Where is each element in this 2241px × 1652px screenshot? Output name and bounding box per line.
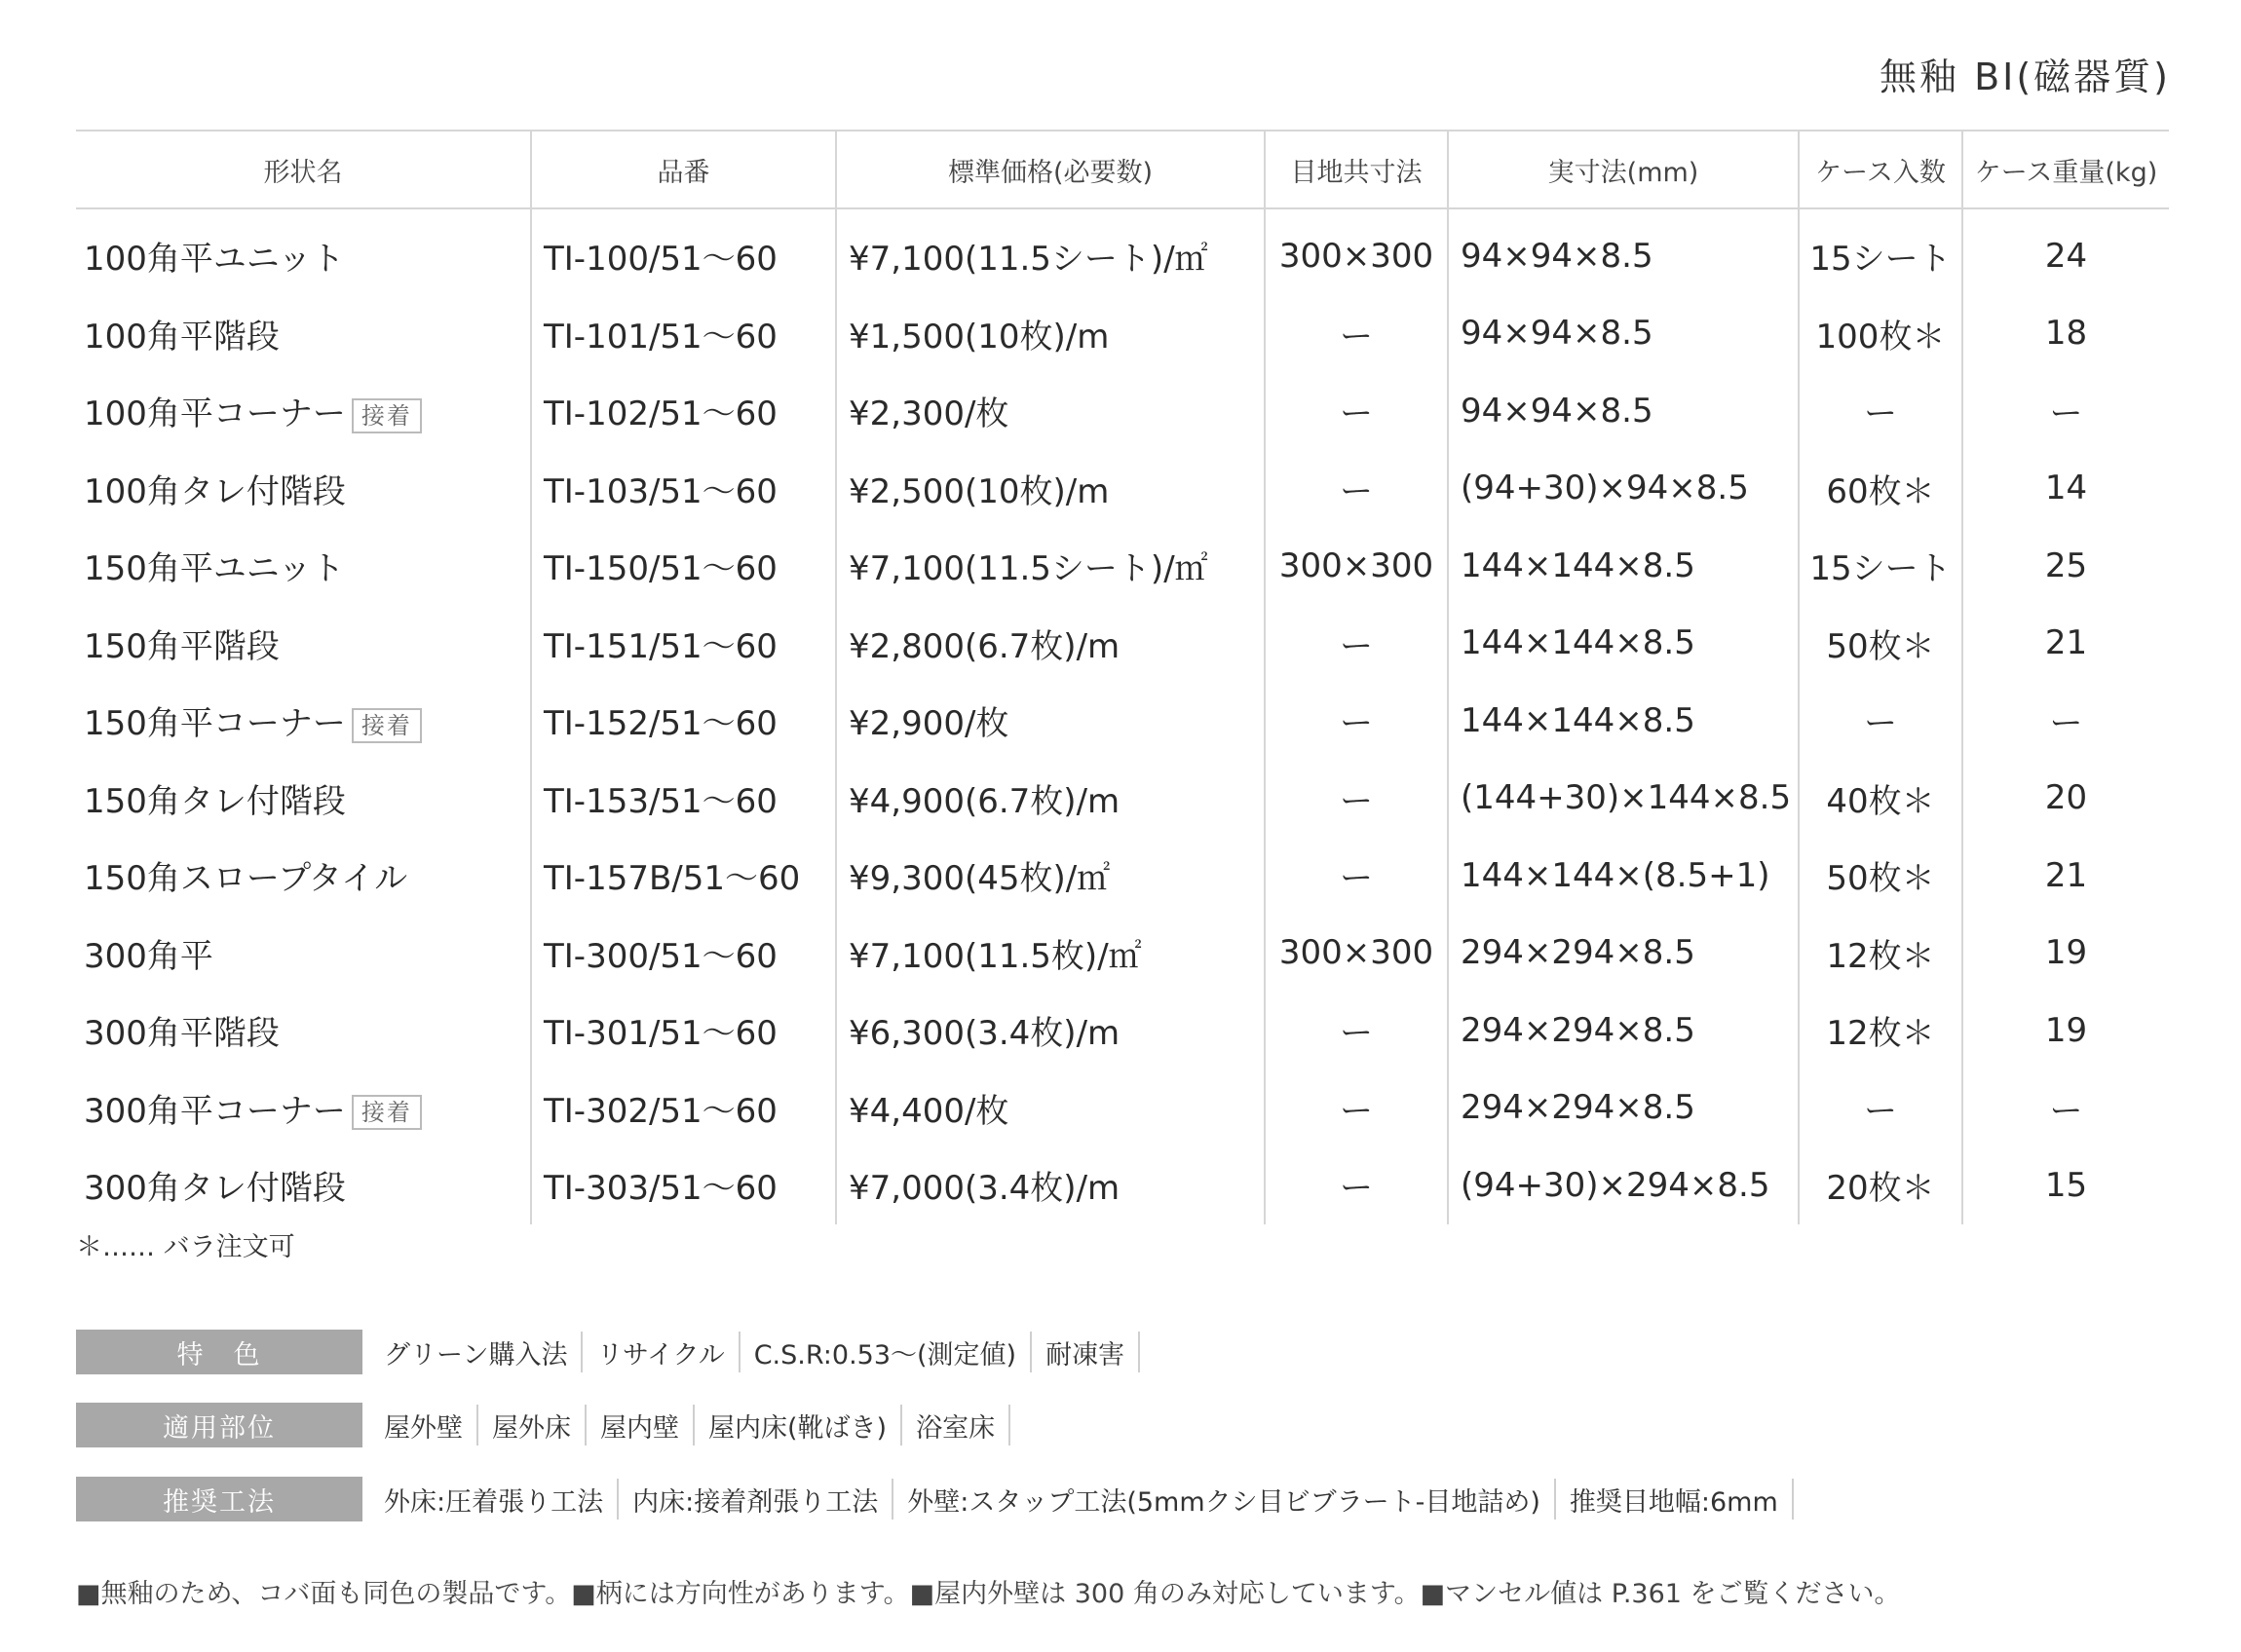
cell-case-quantity: [1799, 605, 1962, 683]
cell-joint-size-text: ー: [1340, 1014, 1373, 1054]
cell-case-weight: [1962, 527, 2169, 605]
cell-joint-size-text: 300×300: [1278, 933, 1434, 973]
cell-product-code: [531, 450, 836, 528]
cell-case-weight-text: 14: [2044, 469, 2088, 508]
cell-product-code-text: TI-101/51〜60: [544, 317, 778, 357]
cell-product-code: [531, 682, 836, 760]
cell-case-weight-text: ー: [2049, 394, 2083, 434]
cell-joint-size: [1265, 837, 1448, 915]
cell-case-quantity: [1799, 450, 1962, 528]
footnote: ■無釉のため、コバ面も同色の製品です。■柄には方向性があります。■屋内外壁は 300 角のみ対応しています。■マンセル値は P.361 をご覧ください。: [76, 1579, 1901, 1609]
cell-case-weight: [1962, 372, 2169, 450]
cell-actual-size-text: 294×294×8.5: [1461, 1010, 1695, 1050]
application-item: 浴室床: [902, 1405, 1010, 1446]
features-label: 特 色: [76, 1330, 362, 1374]
cell-actual-size-text: 144×144×8.5: [1461, 700, 1695, 740]
cell-case-weight: [1962, 1146, 2169, 1224]
cell-product-code: [531, 1146, 836, 1224]
cell-case-quantity: [1799, 760, 1962, 838]
cell-case-quantity-text: 50枚＊: [1826, 859, 1935, 899]
cell-standard-price-text: ¥1,500(10枚)/m: [849, 317, 1110, 357]
table-row: [76, 992, 2169, 1070]
method-item: 外床:圧着張り工法: [362, 1479, 619, 1520]
cell-case-quantity: [1799, 295, 1962, 373]
header-product-code: 品番: [531, 131, 836, 208]
feature-item: C.S.R:0.53〜(測定値): [741, 1332, 1032, 1372]
cell-shape-name: [76, 208, 531, 295]
cell-product-code-text: TI-301/51〜60: [544, 1014, 778, 1054]
table-row: [76, 837, 2169, 915]
cell-product-code: [531, 208, 836, 295]
cell-case-quantity-text: 60枚＊: [1826, 471, 1935, 511]
cell-shape-name: [76, 682, 531, 760]
cell-product-code-text: TI-302/51〜60: [544, 1091, 778, 1131]
table-row: [76, 1070, 2169, 1147]
cell-case-quantity: [1799, 1146, 1962, 1224]
cell-standard-price-text: ¥4,900(6.7枚)/m: [849, 781, 1120, 821]
cell-actual-size: [1448, 915, 1799, 993]
cell-actual-size-text: (94+30)×94×8.5: [1461, 469, 1749, 508]
cell-shape-name: [76, 992, 531, 1070]
table-row: [76, 372, 2169, 450]
cell-case-weight-text: 21: [2044, 623, 2088, 663]
cell-actual-size: [1448, 372, 1799, 450]
cell-product-code: [531, 527, 836, 605]
cell-shape-name: [76, 605, 531, 683]
cell-case-quantity-text: ー: [1864, 704, 1897, 744]
cell-joint-size: [1265, 295, 1448, 373]
cell-joint-size-text: ー: [1340, 859, 1373, 899]
cell-case-quantity: [1799, 527, 1962, 605]
cell-standard-price: [836, 1146, 1265, 1224]
table-row: [76, 527, 2169, 605]
cell-standard-price-text: ¥2,900/枚: [849, 704, 1009, 744]
cell-joint-size-text: ー: [1340, 781, 1373, 821]
cell-actual-size: [1448, 760, 1799, 838]
cell-case-weight-text: 20: [2044, 778, 2088, 818]
cell-standard-price-text: ¥7,100(11.5枚)/㎡: [849, 936, 1142, 976]
cell-joint-size: [1265, 208, 1448, 295]
cell-product-code-text: TI-152/51〜60: [544, 704, 778, 744]
cell-actual-size: [1448, 1146, 1799, 1224]
cell-actual-size-text: 94×94×8.5: [1461, 314, 1653, 354]
cell-case-quantity-text: 15シート: [1809, 240, 1952, 280]
cell-product-code: [531, 992, 836, 1070]
applications-label: 適用部位: [76, 1403, 362, 1447]
cell-shape-name: [76, 295, 531, 373]
header-shape-name: 形状名: [76, 131, 531, 208]
cell-case-weight-text: 19: [2044, 1010, 2088, 1050]
cell-product-code: [531, 1070, 836, 1147]
cell-actual-size-text: 294×294×8.5: [1461, 1088, 1695, 1128]
cell-actual-size-text: (144+30)×144×8.5: [1461, 778, 1792, 818]
cell-actual-size-text: (94+30)×294×8.5: [1461, 1165, 1770, 1205]
cell-standard-price: [836, 527, 1265, 605]
cell-case-weight-text: 15: [2044, 1165, 2088, 1205]
cell-joint-size-text: ー: [1340, 704, 1373, 744]
methods-row: [76, 1477, 1794, 1521]
cell-standard-price-text: ¥7,100(11.5シート)/㎡: [849, 240, 1208, 280]
cell-joint-size: [1265, 992, 1448, 1070]
application-item: 屋外床: [478, 1405, 587, 1446]
cell-case-weight-text: 24: [2044, 236, 2088, 276]
cell-case-quantity: [1799, 208, 1962, 295]
table-header-row: [76, 131, 2169, 208]
cell-case-quantity-text: 40枚＊: [1826, 781, 1935, 821]
cell-case-weight-text: ー: [2049, 1091, 2083, 1131]
cell-shape-name: [76, 915, 531, 993]
table-row: [76, 605, 2169, 683]
cell-product-code: [531, 295, 836, 373]
cell-actual-size: [1448, 992, 1799, 1070]
cell-standard-price-text: ¥9,300(45枚)/㎡: [849, 859, 1111, 899]
cell-standard-price-text: ¥7,000(3.4枚)/m: [849, 1169, 1120, 1209]
cell-case-weight-text: 18: [2044, 314, 2088, 354]
adhesive-tag: 接着: [352, 398, 422, 433]
method-item: 外壁:スタップ工法(5mmクシ目ビブラート-目地詰め): [893, 1479, 1556, 1520]
cell-case-quantity: [1799, 837, 1962, 915]
methods-label: 推奨工法: [76, 1477, 362, 1521]
applications-row: [76, 1403, 1010, 1447]
cell-shape-name-text: 300角タレ付階段: [84, 1169, 346, 1209]
cell-case-quantity-text: ー: [1864, 1091, 1897, 1131]
spec-table: [76, 130, 2169, 1224]
application-item: 屋外壁: [362, 1405, 478, 1446]
cell-standard-price-text: ¥2,300/枚: [849, 394, 1009, 434]
cell-standard-price-text: ¥2,500(10枚)/m: [849, 471, 1110, 511]
cell-actual-size: [1448, 450, 1799, 528]
cell-product-code: [531, 760, 836, 838]
cell-case-weight-text: 25: [2044, 545, 2088, 585]
cell-shape-name: [76, 450, 531, 528]
cell-case-weight-text: 19: [2044, 933, 2088, 973]
cell-actual-size: [1448, 295, 1799, 373]
header-joint-size: 目地共寸法: [1265, 131, 1448, 208]
cell-shape-name-text: 300角平コーナー: [84, 1091, 346, 1131]
cell-joint-size: [1265, 682, 1448, 760]
cell-case-quantity: [1799, 915, 1962, 993]
cell-standard-price: [836, 208, 1265, 295]
adhesive-tag: 接着: [352, 1095, 422, 1130]
cell-shape-name: [76, 527, 531, 605]
cell-standard-price-text: ¥4,400/枚: [849, 1091, 1009, 1131]
cell-standard-price: [836, 992, 1265, 1070]
cell-joint-size: [1265, 605, 1448, 683]
cell-actual-size-text: 144×144×8.5: [1461, 545, 1695, 585]
cell-shape-name: [76, 1070, 531, 1147]
cell-shape-name-text: 150角スロープタイル: [84, 859, 408, 899]
cell-actual-size-text: 144×144×8.5: [1461, 623, 1695, 663]
cell-product-code-text: TI-100/51〜60: [544, 240, 778, 280]
cell-case-weight: [1962, 450, 2169, 528]
cell-product-code-text: TI-153/51〜60: [544, 781, 778, 821]
cell-case-quantity: [1799, 1070, 1962, 1147]
cell-shape-name-text: 150角平ユニット: [84, 549, 345, 589]
cell-shape-name-text: 150角タレ付階段: [84, 781, 346, 821]
cell-joint-size-text: 300×300: [1278, 545, 1434, 585]
cell-standard-price-text: ¥6,300(3.4枚)/m: [849, 1014, 1120, 1054]
cell-joint-size: [1265, 1146, 1448, 1224]
table-row: [76, 295, 2169, 373]
cell-standard-price: [836, 682, 1265, 760]
cell-standard-price-text: ¥2,800(6.7枚)/m: [849, 626, 1120, 666]
cell-standard-price: [836, 450, 1265, 528]
cell-actual-size: [1448, 837, 1799, 915]
cell-joint-size-text: ー: [1340, 1091, 1373, 1131]
cell-case-weight: [1962, 295, 2169, 373]
cell-standard-price: [836, 760, 1265, 838]
cell-case-quantity-text: 50枚＊: [1826, 626, 1935, 666]
cell-product-code-text: TI-103/51〜60: [544, 471, 778, 511]
cell-product-code-text: TI-300/51〜60: [544, 936, 778, 976]
cell-joint-size-text: ー: [1340, 1169, 1373, 1209]
header-standard-price: 標準価格(必要数): [836, 131, 1265, 208]
table-row: [76, 760, 2169, 838]
cell-standard-price: [836, 837, 1265, 915]
table-row: [76, 208, 2169, 295]
features-row: [76, 1330, 1140, 1374]
bulk-order-note: ＊…… バラ注文可: [76, 1232, 295, 1262]
cell-product-code: [531, 915, 836, 993]
cell-shape-name: [76, 760, 531, 838]
cell-case-weight-text: ー: [2049, 704, 2083, 744]
cell-joint-size: [1265, 450, 1448, 528]
cell-standard-price-text: ¥7,100(11.5シート)/㎡: [849, 549, 1208, 589]
cell-joint-size: [1265, 527, 1448, 605]
cell-shape-name-text: 150角平コーナー: [84, 704, 346, 744]
feature-item: リサイクル: [583, 1332, 740, 1372]
cell-standard-price: [836, 372, 1265, 450]
cell-case-quantity: [1799, 992, 1962, 1070]
cell-case-weight: [1962, 837, 2169, 915]
cell-shape-name-text: 300角平: [84, 936, 213, 976]
cell-actual-size: [1448, 605, 1799, 683]
cell-product-code-text: TI-102/51〜60: [544, 394, 778, 434]
cell-case-weight: [1962, 605, 2169, 683]
method-item: 内床:接着剤張り工法: [619, 1479, 893, 1520]
cell-shape-name-text: 150角平階段: [84, 626, 280, 666]
table-row: [76, 915, 2169, 993]
cell-case-quantity: [1799, 682, 1962, 760]
header-actual-size: 実寸法(mm): [1448, 131, 1799, 208]
cell-shape-name-text: 100角平ユニット: [84, 240, 345, 280]
cell-actual-size-text: 144×144×(8.5+1): [1461, 855, 1770, 895]
cell-case-weight: [1962, 682, 2169, 760]
cell-actual-size-text: 294×294×8.5: [1461, 933, 1695, 973]
cell-actual-size: [1448, 1070, 1799, 1147]
cell-case-weight: [1962, 208, 2169, 295]
cell-product-code-text: TI-157B/51〜60: [544, 859, 801, 899]
cell-shape-name-text: 300角平階段: [84, 1014, 280, 1054]
cell-product-code-text: TI-151/51〜60: [544, 626, 778, 666]
feature-item: グリーン購入法: [362, 1332, 583, 1372]
method-item: 推奨目地幅:6mm: [1556, 1479, 1794, 1520]
adhesive-tag: 接着: [352, 708, 422, 743]
cell-actual-size: [1448, 527, 1799, 605]
cell-actual-size-text: 94×94×8.5: [1461, 391, 1653, 431]
cell-case-weight: [1962, 992, 2169, 1070]
cell-case-quantity-text: 100枚＊: [1815, 317, 1946, 357]
cell-actual-size: [1448, 682, 1799, 760]
table-row: [76, 682, 2169, 760]
application-item: 屋内壁: [587, 1405, 695, 1446]
cell-joint-size-text: ー: [1340, 394, 1373, 434]
cell-shape-name-text: 100角平階段: [84, 317, 280, 357]
cell-product-code-text: TI-303/51〜60: [544, 1169, 778, 1209]
cell-joint-size-text: 300×300: [1278, 236, 1434, 276]
cell-product-code: [531, 837, 836, 915]
feature-item: 耐凍害: [1032, 1332, 1140, 1372]
cell-joint-size: [1265, 915, 1448, 993]
cell-actual-size: [1448, 208, 1799, 295]
cell-case-weight: [1962, 760, 2169, 838]
cell-case-quantity: [1799, 372, 1962, 450]
cell-joint-size-text: ー: [1340, 626, 1373, 666]
cell-shape-name: [76, 372, 531, 450]
cell-standard-price: [836, 295, 1265, 373]
cell-shape-name-text: 100角タレ付階段: [84, 471, 346, 511]
cell-case-quantity-text: ー: [1864, 394, 1897, 434]
cell-product-code-text: TI-150/51〜60: [544, 549, 778, 589]
cell-joint-size: [1265, 760, 1448, 838]
cell-shape-name: [76, 1146, 531, 1224]
header-case-quantity: ケース入数: [1799, 131, 1962, 208]
cell-case-quantity-text: 20枚＊: [1826, 1169, 1935, 1209]
cell-joint-size-text: ー: [1340, 471, 1373, 511]
cell-case-quantity-text: 12枚＊: [1826, 1014, 1935, 1054]
cell-standard-price: [836, 915, 1265, 993]
cell-joint-size: [1265, 1070, 1448, 1147]
cell-standard-price: [836, 605, 1265, 683]
cell-product-code: [531, 605, 836, 683]
cell-case-quantity-text: 12枚＊: [1826, 936, 1935, 976]
cell-shape-name-text: 100角平コーナー: [84, 394, 346, 434]
cell-joint-size: [1265, 372, 1448, 450]
cell-actual-size-text: 94×94×8.5: [1461, 236, 1653, 276]
header-case-weight: ケース重量(kg): [1962, 131, 2169, 208]
application-item: 屋内床(靴ばき): [695, 1405, 902, 1446]
cell-standard-price: [836, 1070, 1265, 1147]
cell-case-weight: [1962, 1070, 2169, 1147]
table-row: [76, 450, 2169, 528]
cell-joint-size-text: ー: [1340, 317, 1373, 357]
cell-case-weight: [1962, 915, 2169, 993]
cell-case-quantity-text: 15シート: [1809, 549, 1952, 589]
table-row: [76, 1146, 2169, 1224]
cell-product-code: [531, 372, 836, 450]
page-title: 無釉 BI(磁器質): [1879, 56, 2171, 98]
cell-shape-name: [76, 837, 531, 915]
cell-case-weight-text: 21: [2044, 855, 2088, 895]
